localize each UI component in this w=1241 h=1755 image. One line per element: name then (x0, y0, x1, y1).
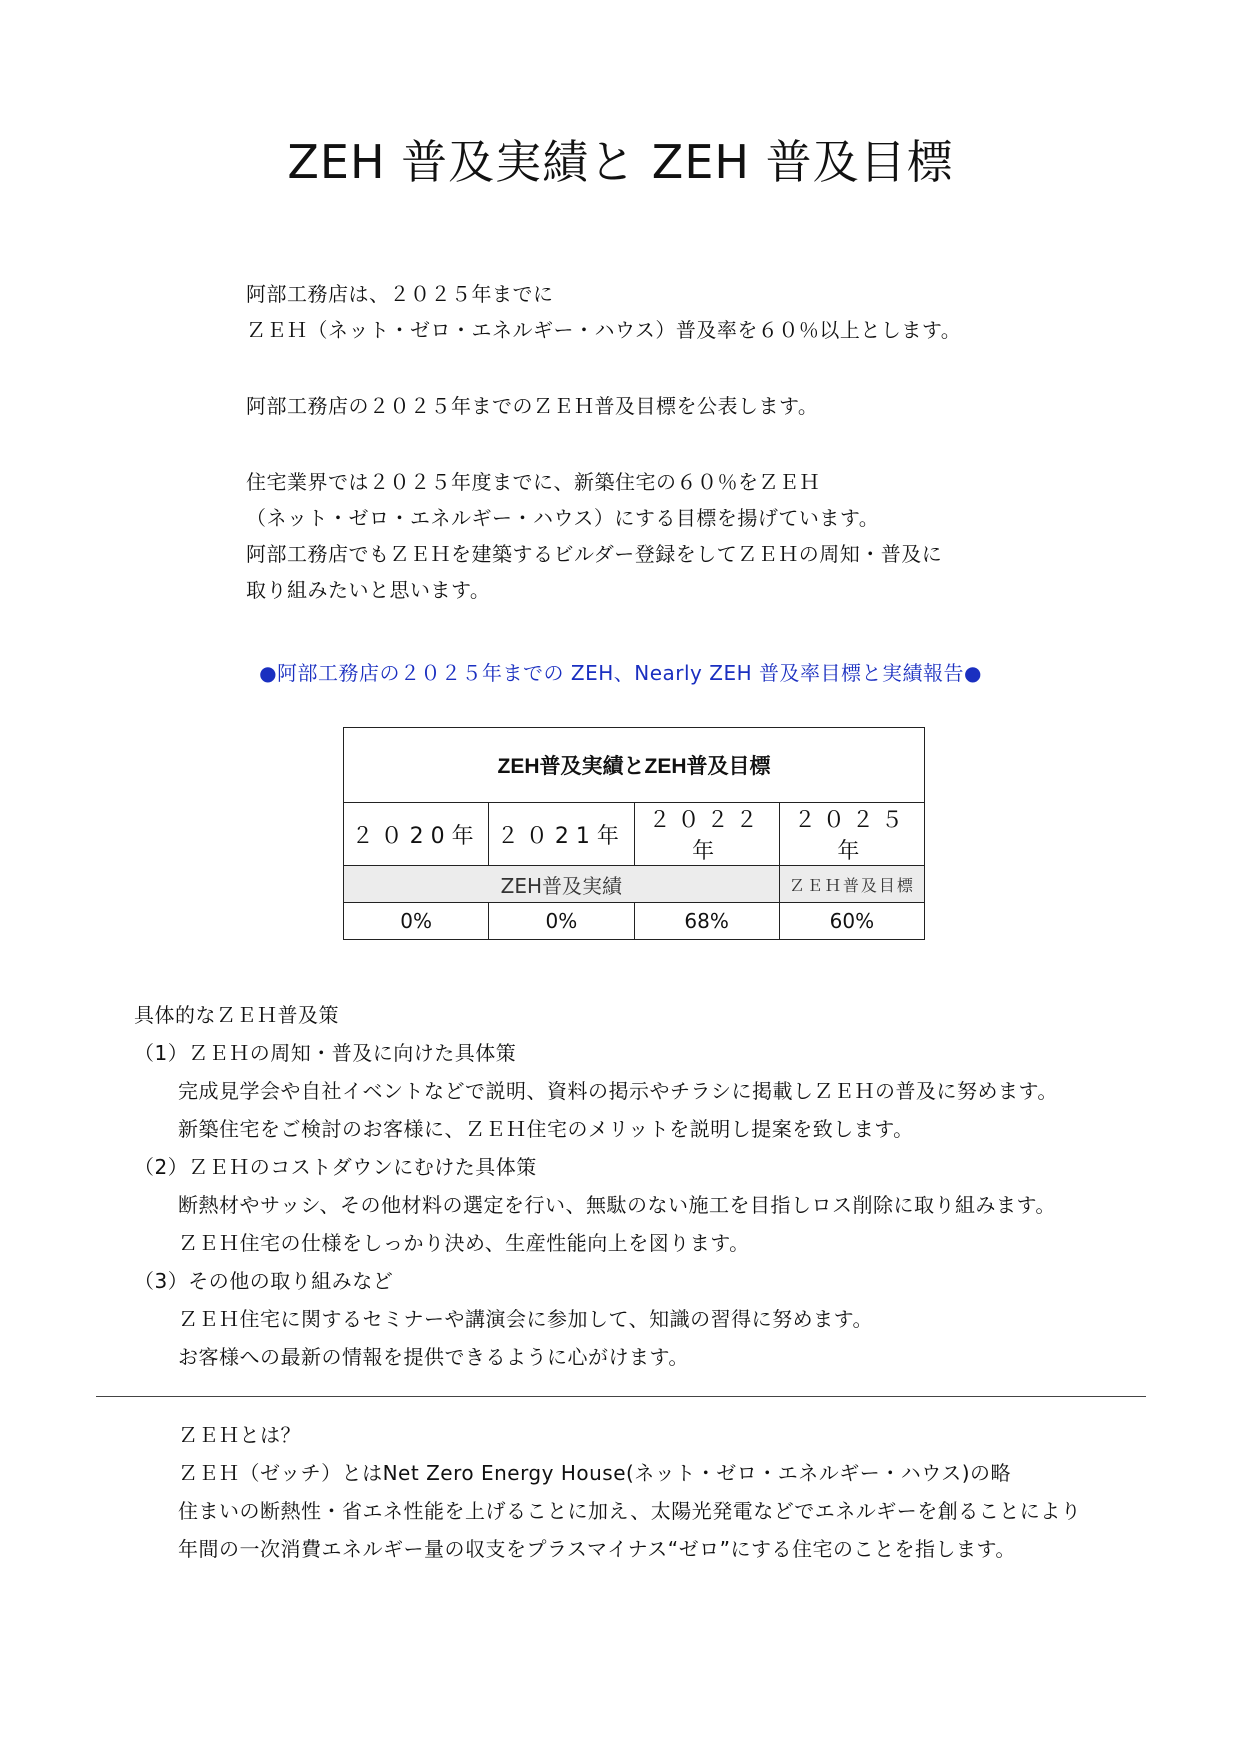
intro-line: 住宅業界では２０２５年度までに、新築住宅の６０％をＺＥＨ (246, 470, 820, 494)
measure-line: お客様への最新の情報を提供できるように心がけます。 (178, 1345, 689, 1369)
intro-line: ＺＥＨ（ネット・ゼロ・エネルギー・ハウス）普及率を６０％以上とします。 (246, 318, 962, 342)
intro-line: 阿部工務店の２０２５年までのＺＥＨ普及目標を公表します。 (246, 394, 819, 418)
table-year-2021: ２０21年 (489, 803, 634, 866)
measures-heading: 具体的なＺＥＨ普及策 (134, 1003, 339, 1027)
table-target-label: ＺＥＨ普及目標 (779, 866, 924, 903)
measure-title: （3）その他の取り組みなど (134, 1269, 394, 1293)
measure-line: 完成見学会や自社イベントなどで説明、資料の掲示やチラシに掲載しＺＥＨの普及に努めます。 (178, 1079, 1058, 1103)
table-actual-label: ZEH普及実績 (344, 866, 780, 903)
section-divider (96, 1396, 1146, 1397)
about-zeh-section (178, 1416, 1178, 1568)
table-value-2022: 68% (634, 903, 779, 940)
intro-line: 阿部工務店は、２０２５年までに (246, 282, 554, 306)
measure-line: 新築住宅をご検討のお客様に、ＺＥＨ住宅のメリットを説明し提案を致します。 (178, 1117, 914, 1141)
measure-line: 断熱材やサッシ、その他材料の選定を行い、無駄のない施工を目指しロス削除に取り組みます。 (178, 1193, 1056, 1217)
measure-line: ＺＥＨ住宅に関するセミナーや講演会に参加して、知識の習得に努めます。 (178, 1307, 873, 1331)
about-line: ＺＥＨ（ゼッチ）とはNet Zero Energy House(ネット・ゼロ・エネルギー・ハウス)の略 (178, 1461, 1012, 1485)
table-caption: ZEH普及実績とZEH普及目標 (344, 728, 925, 803)
table-year-2025: ２０２５年 (779, 803, 924, 866)
measure-line: ＺＥＨ住宅の仕様をしっかり決め、生産性能向上を図ります。 (178, 1231, 750, 1255)
intro-line: 阿部工務店でもＺＥＨを建築するビルダー登録をしてＺＥＨの周知・普及に (246, 542, 943, 566)
about-line: 年間の一次消費エネルギー量の収支をプラスマイナス“ゼロ”にする住宅のことを指します。 (178, 1537, 1016, 1561)
intro-section (246, 276, 1146, 608)
measures-section (134, 996, 1154, 1376)
table-value-2020: 0% (344, 903, 489, 940)
about-heading: ＺＥＨとは？ (178, 1423, 301, 1447)
table-year-2020: ２０20年 (344, 803, 489, 866)
page-title: ZEH 普及実績と ZEH 普及目標 (287, 135, 954, 189)
measure-title: （2）ＺＥＨのコストダウンにむけた具体策 (134, 1155, 537, 1179)
about-line: 住まいの断熱性・省エネ性能を上げることに加え、太陽光発電などでエネルギーを創ることにより (178, 1499, 1082, 1523)
intro-line: 取り組みたいと思います。 (246, 578, 491, 602)
zeh-table (343, 727, 925, 940)
report-heading: ●阿部工務店の２０２５年までの ZEH、Nearly ZEH 普及率目標と実績報告● (259, 661, 982, 685)
table-value-2025: 60% (779, 903, 924, 940)
table-value-2021: 0% (489, 903, 634, 940)
intro-line: （ネット・ゼロ・エネルギー・ハウス）にする目標を揚げています。 (246, 506, 880, 530)
table-year-2022: ２０２２年 (634, 803, 779, 866)
measure-title: （1）ＺＥＨの周知・普及に向けた具体策 (134, 1041, 517, 1065)
